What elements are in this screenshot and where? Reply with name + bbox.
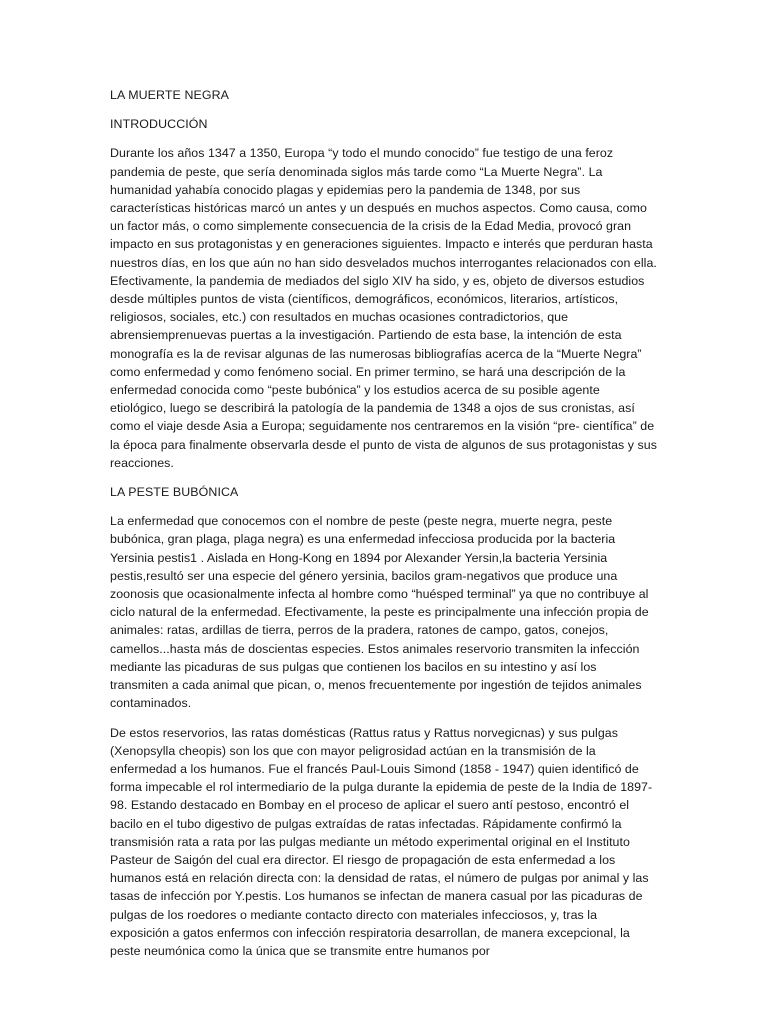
section-heading-peste-bubonica: LA PESTE BUBÓNICA bbox=[110, 485, 239, 500]
paragraph-peste-bubonica-1: La enfermedad que conocemos con el nombre de peste (peste negra, muerte negra, peste bubónica, gran plaga, plaga negra) es una enfermedad infecciosa producida por la bacteria Yersinia pestis1 . Aislada en Hong-Kong en 1894 por Alexander Yersin,la bacteria Yersinia pestis,resultó ser una especie del género yersinia, bacilos gram-negativos que produce una zoonosis que ocasionalmente infecta al hombre como “huésped terminal” ya que no contribuye al ciclo natural de la enfermedad. Efectivamente, la peste es principalmente una infección propia de animales: ratas, ardillas de tierra, perros de la pradera, ratones de campo, gatos, conejos, camellos...hasta más de doscientas especies. Estos animales reservorio transmiten la infección mediante las picaduras de sus pulgas que contienen los bacilos en su intestino y así los transmiten a cada animal que pican, o, menos frecuentemente por ingestión de tejidos animales contaminados. bbox=[110, 514, 649, 711]
document-title: LA MUERTE NEGRA bbox=[110, 88, 230, 102]
document-page bbox=[110, 86, 658, 971]
section-heading-introduccion: INTRODUCCIÓN bbox=[110, 117, 208, 132]
paragraph-peste-bubonica-2: De estos reservorios, las ratas domésticas (Rattus ratus y Rattus norvegicnas) y sus pulgas (Xenopsylla cheopis) son los que con mayor peligrosidad actúan en la transmisión de la enfermedad a los humanos. Fue el francés Paul-Louis Simond (1858 - 1947) quien identificó de forma impecable el rol intermediario de la pulga durante la epidemia de peste de la India de 1897-98. Estando destacado en Bombay en el proceso de aplicar el suero antí pestoso, encontró el bacilo en el tubo digestivo de pulgas extraídas de ratas infectadas. Rápidamente confirmó la transmisión rata a rata por las pulgas mediante un método experimental original en el Instituto Pasteur de Saigón del cual era director. El riesgo de propagación de esta enfermedad a los humanos está en relación directa con: la densidad de ratas, el número de pulgas por animal y las tasas de infección por Y.pestis. Los humanos se infectan de manera casual por las picaduras de pulgas de los roedores o mediante contacto directo con materiales infecciosos, y, tras la exposición a gatos enfermos con infección respiratoria desarrollan, de manera excepcional, la peste neumónica como la única que se transmite entre humanos por bbox=[110, 725, 653, 958]
paragraph-introduccion-1: Durante los años 1347 a 1350, Europa “y todo el mundo conocido” fue testigo de una feroz pandemia de peste, que sería denominada siglos más tarde como “La Muerte Negra”. La humanidad yahabía conocido plagas y epidemias pero la pandemia de 1348, por sus características históricas marcó un antes y un después en muchos aspectos. Como causa, como un factor más, o como simplemente consecuencia de la crisis de la Edad Media, provocó gran impacto en sus protagonistas y en generaciones siguientes. Impacto e interés que perduran hasta nuestros días, en los que aún no han sido desvelados muchos interrogantes relacionados con ella. Efectivamente, la pandemia de mediados del siglo XIV ha sido, y es, objeto de diversos estudios desde múltiples puntos de vista (científicos, demográficos, económicos, literarios, artísticos, religiosos, sociales, etc.) con resultados en muchas ocasiones contradictorios, que abrensiemprenuevas puertas a la investigación. Partiendo de esta base, la intención de esta monografía es la de revisar algunas de las numerosas bibliografías acerca de la “Muerte Negra” como enfermedad y como fenómeno social. En primer termino, se hará una descripción de la enfermedad conocida como “peste bubónica” y los estudios acerca de su posible agente etiológico, luego se describirá la patología de la pandemia de 1348 a ojos de sus cronistas, así como el viaje desde Asia a Europa; seguidamente nos centraremos en la visión “pre- científica” de la época para finalmente observarla desde el punto de vista de algunos de sus protagonistas y sus reacciones. bbox=[110, 146, 657, 470]
